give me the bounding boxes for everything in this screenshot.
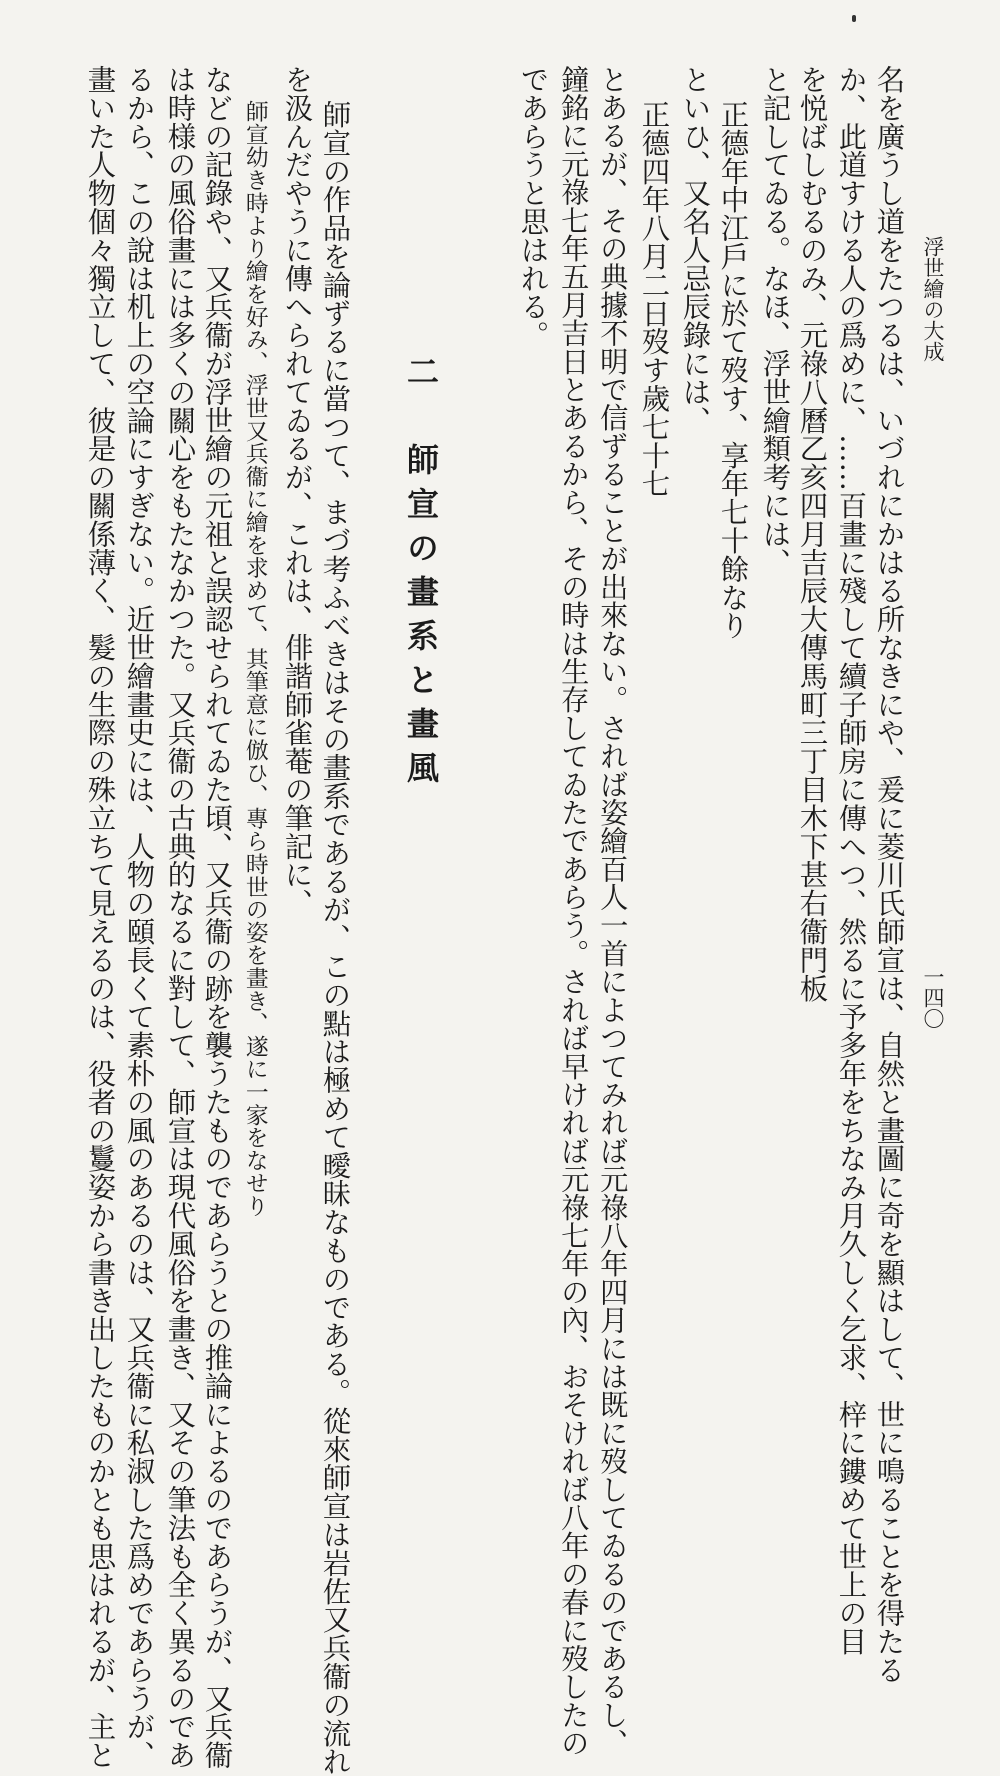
text-line: は時様の風俗畫には多くの關心をもたなかつた。又兵衞の古典的なるに對して、師宣は現代風俗を畫き、又その筆法も全く異るのであ — [163, 65, 197, 1769]
text-line: か、此道すける人の爲めに、……百畫に殘して續子師房に傳へつ、然るに予多年をちなみ月久しく乞求、梓に鏤めて世上の目 — [834, 65, 868, 1656]
text-line: と記してゐる。なほ、浮世繪類考には、 — [758, 65, 792, 577]
text-line: を悦ばしむるのみ、元祿八曆乙亥四月吉辰大傳馬町三丁目木下甚右衞門板 — [795, 65, 829, 1003]
ink-mark — [852, 15, 856, 22]
text-line: 鐘銘に元祿七年五月吉日とあるから、その時は生存してゐたであらう。されば早ければ元祿七年の內、おそければ八年の春に歿したの — [557, 65, 591, 1757]
text-line: であらうと思はれる。 — [516, 65, 550, 349]
text-line: 師宣の作品を論ずるに當つて、まづ考ふべきはその畫系であるが、この點は極めて曖昧なものである。從來師宣は岩佐又兵衞の流れ — [318, 100, 352, 1776]
text-line: を汲んだやうに傳へられてゐるが、これは、俳諧師雀菴の筆記に、 — [280, 65, 314, 917]
text-line: 名を廣うし道をたつるは、いづれにかはる所なきにや、爰に菱川氏師宣は、自然と畫圖に奇を顯はして、世に鳴ることを得たる — [872, 65, 906, 1684]
text-line: といひ、又名人忌辰錄には、 — [678, 65, 712, 435]
text-line: るから、この說は机上の空論にすぎない。近世繪畫史には、人物の頤長くて素朴の風のあるのは、又兵衞に私淑した爲めであらうが、 — [122, 65, 156, 1769]
text-line: とあるが、その典據不明で信ずることが出來ない。されば姿繪百人一首によつてみれば元祿八年四月には既に歿してゐるのであるし、 — [596, 65, 630, 1757]
section-heading: 二 師宣の畫系と畫風 — [402, 355, 440, 795]
quoted-line: 師宣幼き時より繪を好み、浮世又兵衞に繪を求めて、其筆意に倣ひ、專ら時世の姿を畫き、遂に一家をなせり — [241, 100, 268, 1218]
text-line: 畫いた人物個々獨立して、彼是の關係薄く、髮の生際の殊立ちて見えるのは、役者の鬘姿から書き出したものかとも思はれるが、主と — [83, 65, 117, 1769]
page-number: 一四〇 — [921, 966, 945, 1029]
quoted-line: 正德年中江戶に於て歿す、享年七十餘なり — [716, 100, 750, 640]
quoted-line: 正德四年八月二日歿す歲七十七 — [637, 100, 671, 498]
text-line: などの記錄や、又兵衞が浮世繪の元祖と誤認せられてゐた頃、又兵衞の跡を襲うたものであらうとの推論によるのであらうが、又兵衞 — [200, 65, 234, 1769]
running-title: 浮世繪の大成 — [921, 236, 945, 362]
